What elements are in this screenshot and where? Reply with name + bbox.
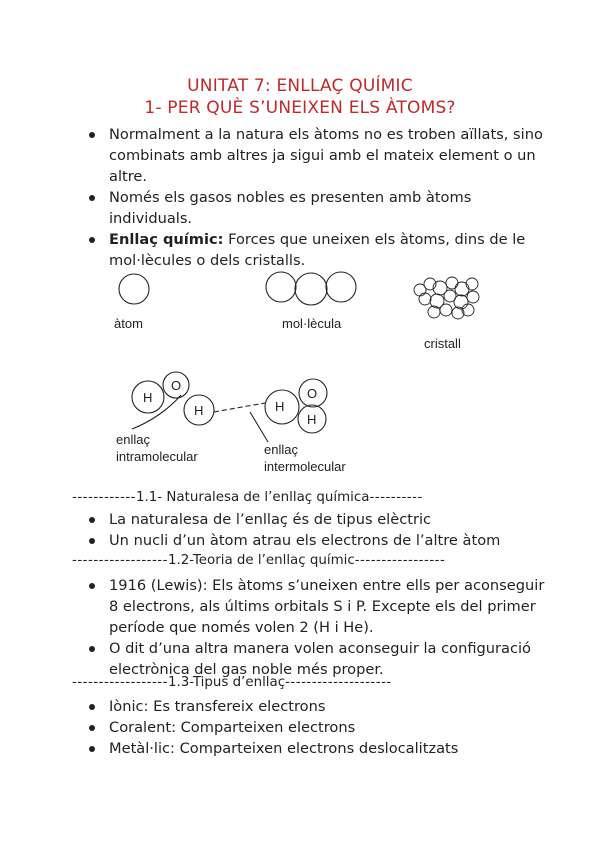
list-item: Metàl·lic: Comparteixen electrons deslocalitzats: [86, 738, 546, 759]
crystal-lattice: [414, 277, 479, 319]
crystal-label: cristall: [424, 336, 461, 351]
list-item: Normalment a la natura els àtoms no es troben aïllats, sino combinats amb altres ja sigui amb el mateix element o un altre.: [86, 124, 546, 187]
intra-label-line2: intramolecular: [116, 449, 198, 464]
definition-text: Forces que uneixen els àtoms, dins de le mol·lècules o dels cristalls.: [109, 231, 526, 269]
inter-bond-line: [214, 403, 265, 412]
atom-label: àtom: [114, 316, 143, 331]
list-item: O dit d’una altra manera volen aconseguir la configuració electrònica del gas noble més proper.: [86, 638, 546, 680]
atom-h-label: H: [307, 412, 317, 427]
section-1-3-list: [86, 696, 546, 759]
section-1-2-list: [86, 575, 546, 680]
list-item: Coralent: Comparteixen electrons: [86, 717, 546, 738]
bonding-diagram: [0, 262, 600, 482]
molecule-label: mol·lècula: [282, 316, 342, 331]
list-item: Iònic: Es transfereix electrons: [86, 696, 546, 717]
atom-circle: [119, 274, 149, 304]
section-1-1-heading: 1.1- Naturalesa de l’enllaç química: [135, 490, 370, 505]
definition-term: Enllaç químic:: [109, 231, 224, 248]
section-1-2-heading: 1.2-Teoria de l’enllaç químic: [167, 553, 355, 568]
section-1-2-divider: ------------------1.2-Teoria de l’enllaç químic-----------------: [72, 553, 446, 568]
atom-o-label: O: [307, 386, 318, 401]
molecule-circle: [326, 272, 356, 302]
section-1-1-divider: ------------1.1- Naturalesa de l’enllaç química----------: [72, 490, 423, 505]
section-title: 1- PER QUÈ S’UNEIXEN ELS ÀTOMS?: [144, 98, 456, 118]
inter-bond-pointer: [250, 412, 268, 442]
list-item: La naturalesa de l’enllaç és de tipus elèctric: [86, 509, 546, 530]
intro-list: [86, 124, 546, 271]
atom-o-label: O: [171, 378, 182, 393]
unit-title: UNITAT 7: ENLLAÇ QUÍMIC: [187, 76, 413, 96]
molecule-circle: [295, 273, 327, 305]
atom-h-label: H: [194, 403, 204, 418]
list-item: Un nucli d’un àtom atrau els electrons de l’altre àtom: [86, 530, 546, 551]
list-item: Només els gasos nobles es presenten amb àtoms individuals.: [86, 187, 546, 229]
intra-bond-pointer: [132, 395, 181, 429]
molecule-circle: [266, 272, 296, 302]
atom-h-label: H: [143, 390, 153, 405]
atom-h-label: H: [275, 399, 285, 414]
section-1-3-divider: ------------------1.3-Tipus d’enllaç--------------------: [72, 675, 392, 690]
list-item: 1916 (Lewis): Els àtoms s’uneixen entre ells per aconseguir 8 electrons, als últims orbitals S i P. Excepte els del primer període que només volen 2 (H i He).: [86, 575, 546, 638]
inter-label-line1: enllaç: [264, 442, 298, 457]
intra-label-line1: enllaç: [116, 432, 150, 447]
section-1-1-list: [86, 509, 546, 551]
inter-label-line2: intermolecular: [264, 459, 346, 474]
section-1-3-heading: 1.3-Tipus d’enllaç: [167, 675, 286, 690]
